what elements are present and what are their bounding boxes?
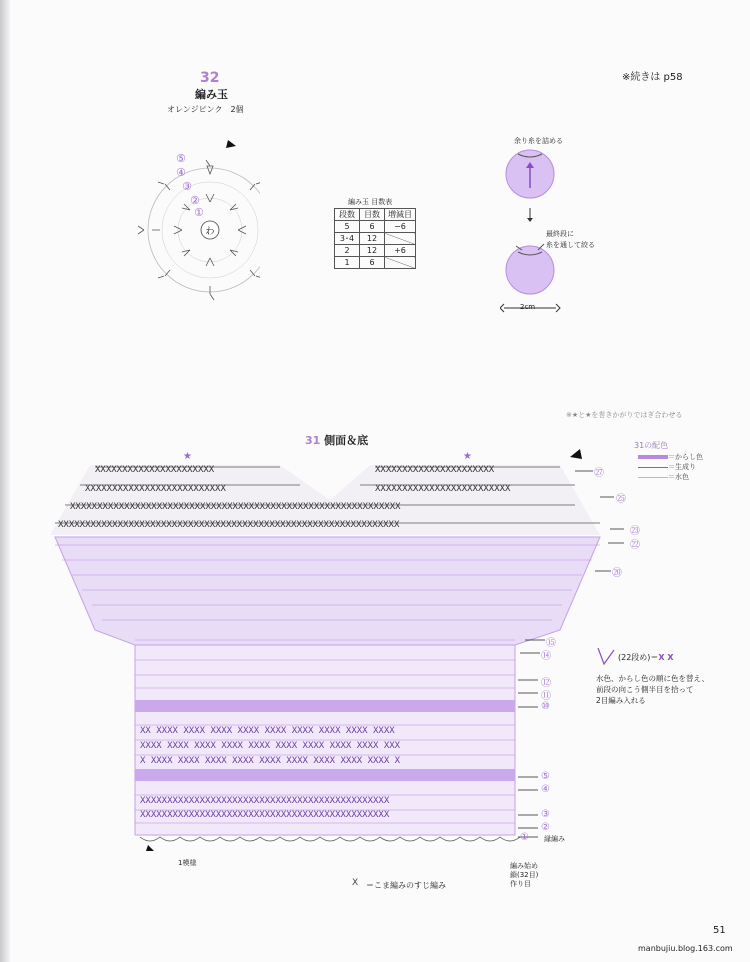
row-label-2: ② xyxy=(541,822,550,833)
row-label-3: ③ xyxy=(541,809,550,820)
edging-label: 縁編み xyxy=(544,835,565,843)
svg-text:X XXXX XXXX XXXX XXXX XXXX XXX: X XXXX XXXX XXXX XXXX XXXX XXXX XXXX XXXX XXXX X xyxy=(140,756,401,766)
row-label-1: ① xyxy=(520,832,529,843)
pattern-32-subtitle: オレンジピンク 2個 xyxy=(167,105,244,114)
svg-text:XX XXXX XXXX XXXX XXXX XXXX XX: XX XXXX XXXX XXXX XXXX XXXX XXXX XXXX XXXX XXXX xyxy=(140,726,395,736)
row-label-22: ㉒ xyxy=(630,540,640,551)
pattern-31-title: 31 側面＆底 xyxy=(305,434,369,447)
bead-step1-label: 余り糸を詰める xyxy=(514,137,563,145)
count-table: 段数 目数 増減目 5 6 −6 3･4 12 2 12 +6 1 6 xyxy=(334,208,416,269)
row-label-5: ⑤ xyxy=(541,771,550,782)
bead-size-label: 2cm xyxy=(520,303,536,311)
svg-text:XXXXXXXXXXXXXXXXXXXXXXXXXX: XXXXXXXXXXXXXXXXXXXXXXXXXX xyxy=(85,484,226,494)
round-4-label: ④ xyxy=(176,166,186,179)
page-number: 51 xyxy=(713,925,726,936)
row-label-14: ⑭ xyxy=(541,651,551,662)
row-label-10: ⑩ xyxy=(541,701,550,712)
svg-text:XXXXXXXXXXXXXXXXXXXXXXXXXXXXXX: XXXXXXXXXXXXXXXXXXXXXXXXXXXXXXXXXXXXXXXXXXXXXXXXXXXXXXXXXXXXX xyxy=(70,502,401,512)
svg-text:XXXXXXXXXXXXXXXXXXXXXXXXXXXXXX: XXXXXXXXXXXXXXXXXXXXXXXXXXXXXXXXXXXXXXXXXXXXXXXXXXXXXXXXXXXXXXX xyxy=(58,520,400,530)
pattern-32-number: 32 xyxy=(200,70,220,86)
site-watermark: manbujiu.blog.163.com xyxy=(638,944,733,953)
row-label-25: ㉕ xyxy=(616,494,626,505)
stitch-formula: (22段め)＝X X xyxy=(618,653,674,662)
round-3-label: ③ xyxy=(182,180,192,193)
bead-round-chart xyxy=(120,130,260,320)
color-legend: ＝からし色 ＝生成り ＝水色 xyxy=(638,452,703,482)
color-legend-title: 31の配色 xyxy=(634,441,669,450)
svg-text:XXXXXXXXXXXXXXXXXXXXXXXXXXXXXX: XXXXXXXXXXXXXXXXXXXXXXXXXXXXXXXXXXXXXXXXXXXXXX xyxy=(140,796,390,806)
row-label-12: ⑫ xyxy=(541,678,551,689)
symbol-note: ＝こま編みのすじ編み xyxy=(366,881,446,890)
row-label-4: ④ xyxy=(541,784,550,795)
svg-text:★: ★ xyxy=(183,451,192,462)
row-label-23: ㉓ xyxy=(630,526,640,537)
continued-note: ※続きは p58 xyxy=(622,72,683,83)
book-spine-shadow xyxy=(0,0,10,962)
count-table-title: 編み玉 目数表 xyxy=(348,198,393,206)
row-label-11: ⑪ xyxy=(541,691,551,702)
svg-text:XXXXXXXXXXXXXXXXXXXXXX: XXXXXXXXXXXXXXXXXXXXXX xyxy=(95,465,215,475)
increase-stitch-icon xyxy=(596,646,616,666)
bead-step2-line1: 最終段に xyxy=(546,230,574,238)
bead-center-label: わ xyxy=(205,227,215,237)
increase-stitch-note: 水色、からし色の順に色を替え、 前段の向こう側半目を拾って 2目編み入れる xyxy=(596,674,709,705)
round-2-label: ② xyxy=(190,194,200,207)
back-loop-sc-icon: X xyxy=(352,878,359,888)
round-5-label: ⑤ xyxy=(176,152,186,165)
round-1-label: ① xyxy=(194,206,204,219)
row-label-15: ⑮ xyxy=(546,638,556,649)
row-label-27: ㉗ xyxy=(594,468,604,479)
seam-hint: ※★と★を巻きかがりではぎ合わせる xyxy=(566,411,683,419)
pattern-32-title: 編み玉 xyxy=(195,88,228,101)
svg-text:XXXXXXXXXXXXXXXXXXXXXXXXXXXXXX: XXXXXXXXXXXXXXXXXXXXXXXXXXXXXXXXXXXXXXXXXXXXXX xyxy=(140,810,390,820)
svg-text:XXXX XXXX XXXX XXXX XXXX XXXX: XXXX XXXX XXXX XXXX XXXX XXXX XXXX XXXX XXXX XXX xyxy=(140,741,401,751)
start-chain-label: 編み始め 鎖(32目) 作り目 xyxy=(510,862,539,888)
bead-step2-line2: 糸を通して絞る xyxy=(546,241,595,249)
svg-text:XXXXXXXXXXXXXXXXXXXXXX: XXXXXXXXXXXXXXXXXXXXXX xyxy=(375,465,495,475)
svg-text:XXXXXXXXXXXXXXXXXXXXXXXXX: XXXXXXXXXXXXXXXXXXXXXXXXX xyxy=(375,484,511,494)
row-label-20: ⑳ xyxy=(612,568,622,579)
svg-text:★: ★ xyxy=(463,451,472,462)
repeat-label: 1模様 xyxy=(178,859,197,867)
